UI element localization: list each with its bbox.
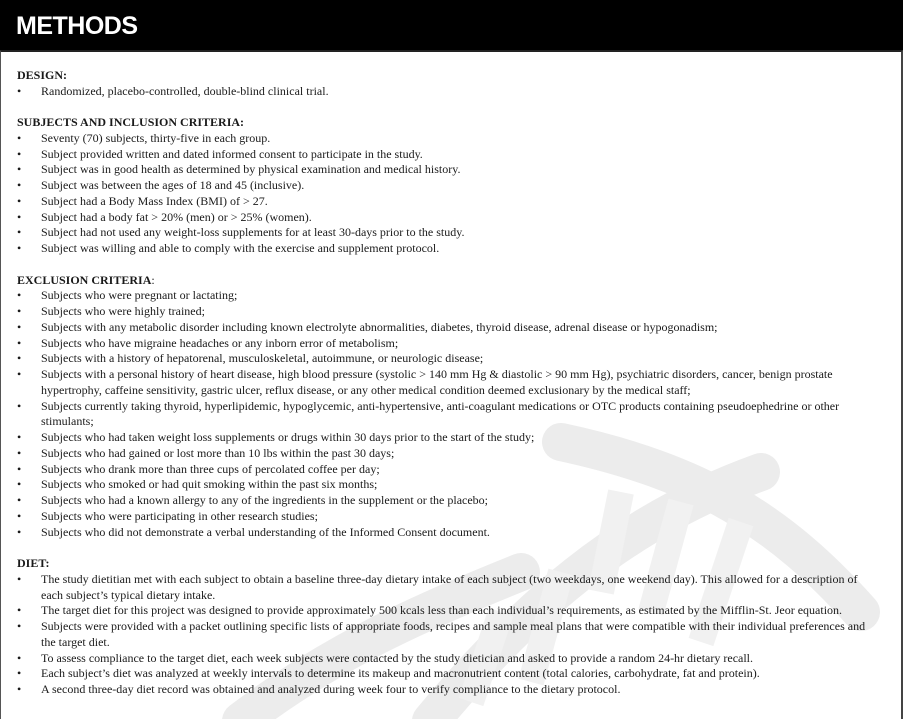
section-inclusion-criteria <box>17 115 879 257</box>
bullet: • <box>17 430 22 445</box>
list-item: • The study dietitian met with each subject to obtain a baseline three-day dietary intake of each subject (two weekdays, one weekend day). This allowed for a description of each subject’s typical dietary intake. <box>17 571 858 602</box>
list-item: • Subjects were provided with a packet outlining specific lists of appropriate foods, recipes and sample meal plans that were compatible with their individual preferences and the target diet. <box>17 619 866 649</box>
bullet: • <box>17 83 22 98</box>
list-item: • Subjects who had taken weight loss supplements or drugs within 30 days prior to the start of the study; <box>17 430 535 445</box>
bullet: • <box>17 445 22 460</box>
section-title: EXCLUSION CRITERIA: <box>17 272 155 287</box>
bullet: • <box>17 178 22 193</box>
list-item: • Subject was in good health as determined by physical examination and medical history. <box>17 162 461 177</box>
section-diet <box>17 556 879 698</box>
bullet: • <box>17 398 22 413</box>
list-item: • Subject provided written and dated informed consent to participate in the study. <box>17 146 423 161</box>
list-item: • Subjects who drank more than three cups of percolated coffee per day; <box>17 461 380 476</box>
list-item: • Subjects who were participating in other research studies; <box>17 508 318 523</box>
list-item: • The target diet for this project was designed to provide approximately 500 kcals less than each individual’s requirements, as estimated by the Mifflin-St. Jeor equation. <box>17 603 843 618</box>
list-item: • Subjects with a personal history of heart disease, high blood pressure (systolic > 140 mm Hg & diastolic > 90 mm Hg), psychiatric disorders, cancer, benign prostate hypertrophy, caffeine sensitivity, gastric ulcer, reflux disease, or any other medical condition deemed exclusionary by the medical staff; <box>17 367 833 397</box>
list-item: • Subjects who were pregnant or lactating; <box>17 288 238 303</box>
bullet: • <box>17 193 22 208</box>
list-item: • Subject had a Body Mass Index (BMI) of > 27. <box>17 193 268 208</box>
bullet: • <box>17 682 22 697</box>
bullet: • <box>17 650 22 665</box>
list-item: • Subjects who had a known allergy to any of the ingredients in the supplement or the placebo; <box>17 493 489 508</box>
section-list <box>17 131 879 257</box>
list-item: • Seventy (70) subjects, thirty-five in each group. <box>17 130 271 145</box>
list-item: • Subject had not used any weight-loss supplements for at least 30-days prior to the study. <box>17 225 465 240</box>
methods-content <box>17 68 879 714</box>
bullet: • <box>17 666 22 681</box>
bullet: • <box>17 146 22 161</box>
list-item: • Subject was willing and able to comply with the exercise and supplement protocol. <box>17 241 440 256</box>
bullet: • <box>17 288 22 303</box>
bullet: • <box>17 130 22 145</box>
section-title: DESIGN: <box>17 68 68 82</box>
bullet: • <box>17 304 22 319</box>
methods-header <box>0 0 903 50</box>
bullet: • <box>17 335 22 350</box>
section-title: DIET: <box>17 556 50 571</box>
section-list <box>17 572 879 698</box>
page-title: METHODS <box>16 12 138 40</box>
list-item: • Subject had a body fat > 20% (men) or > 25% (women). <box>17 209 312 224</box>
bullet: • <box>17 508 22 523</box>
list-item: • Subject was between the ages of 18 and 45 (inclusive). <box>17 178 305 193</box>
list-item: • Subjects who have migraine headaches or any inborn error of metabolism; <box>17 335 399 350</box>
bullet: • <box>17 225 22 240</box>
bullet: • <box>17 619 22 634</box>
list-item: • Subjects who smoked or had quit smoking within the past six months; <box>17 477 378 492</box>
section-list <box>17 288 879 540</box>
section-design <box>17 68 879 100</box>
list-item: • Subjects currently taking thyroid, hyperlipidemic, hypoglycemic, anti-hypertensive, anti-coagulant medications or OTC products containing pseudoephedrine or other stimulants; <box>17 398 840 429</box>
bullet: • <box>17 367 22 382</box>
section-exclusion-criteria <box>17 273 879 541</box>
list-item: • To assess compliance to the target diet, each week subjects were contacted by the study dietician and asked to provide a random 24-hr dietary recall. <box>17 650 754 665</box>
bullet: • <box>17 351 22 366</box>
bullet: • <box>17 493 22 508</box>
bullet: • <box>17 241 22 256</box>
list-item: • Subjects who had gained or lost more than 10 lbs within the past 30 days; <box>17 445 395 460</box>
bullet: • <box>17 603 22 618</box>
list-item: • Randomized, placebo-controlled, double-blind clinical trial. <box>17 83 329 98</box>
list-item: • A second three-day diet record was obtained and analyzed during week four to verify compliance to the dietary protocol. <box>17 682 621 697</box>
bullet: • <box>17 319 22 334</box>
bullet: • <box>17 162 22 177</box>
bullet: • <box>17 209 22 224</box>
list-item: • Each subject’s diet was analyzed at weekly intervals to determine its makeup and macronutrient content (total calories, carbohydrate, fat and protein). <box>17 666 760 681</box>
bullet: • <box>17 571 22 586</box>
bullet: • <box>17 477 22 492</box>
section-list <box>17 84 879 100</box>
bullet: • <box>17 461 22 476</box>
section-title: SUBJECTS AND INCLUSION CRITERIA: <box>17 115 245 130</box>
list-item: • Subjects who did not demonstrate a verbal understanding of the Informed Consent document. <box>17 524 490 539</box>
list-item: • Subjects with a history of hepatorenal, musculoskeletal, autoimmune, or neurologic disease; <box>17 351 484 366</box>
list-item: • Subjects with any metabolic disorder including known electrolyte abnormalities, diabetes, thyroid disease, adrenal disease or hypogonadism; <box>17 319 718 334</box>
list-item: • Subjects who were highly trained; <box>17 304 205 319</box>
bullet: • <box>17 524 22 539</box>
document-frame <box>0 50 903 719</box>
